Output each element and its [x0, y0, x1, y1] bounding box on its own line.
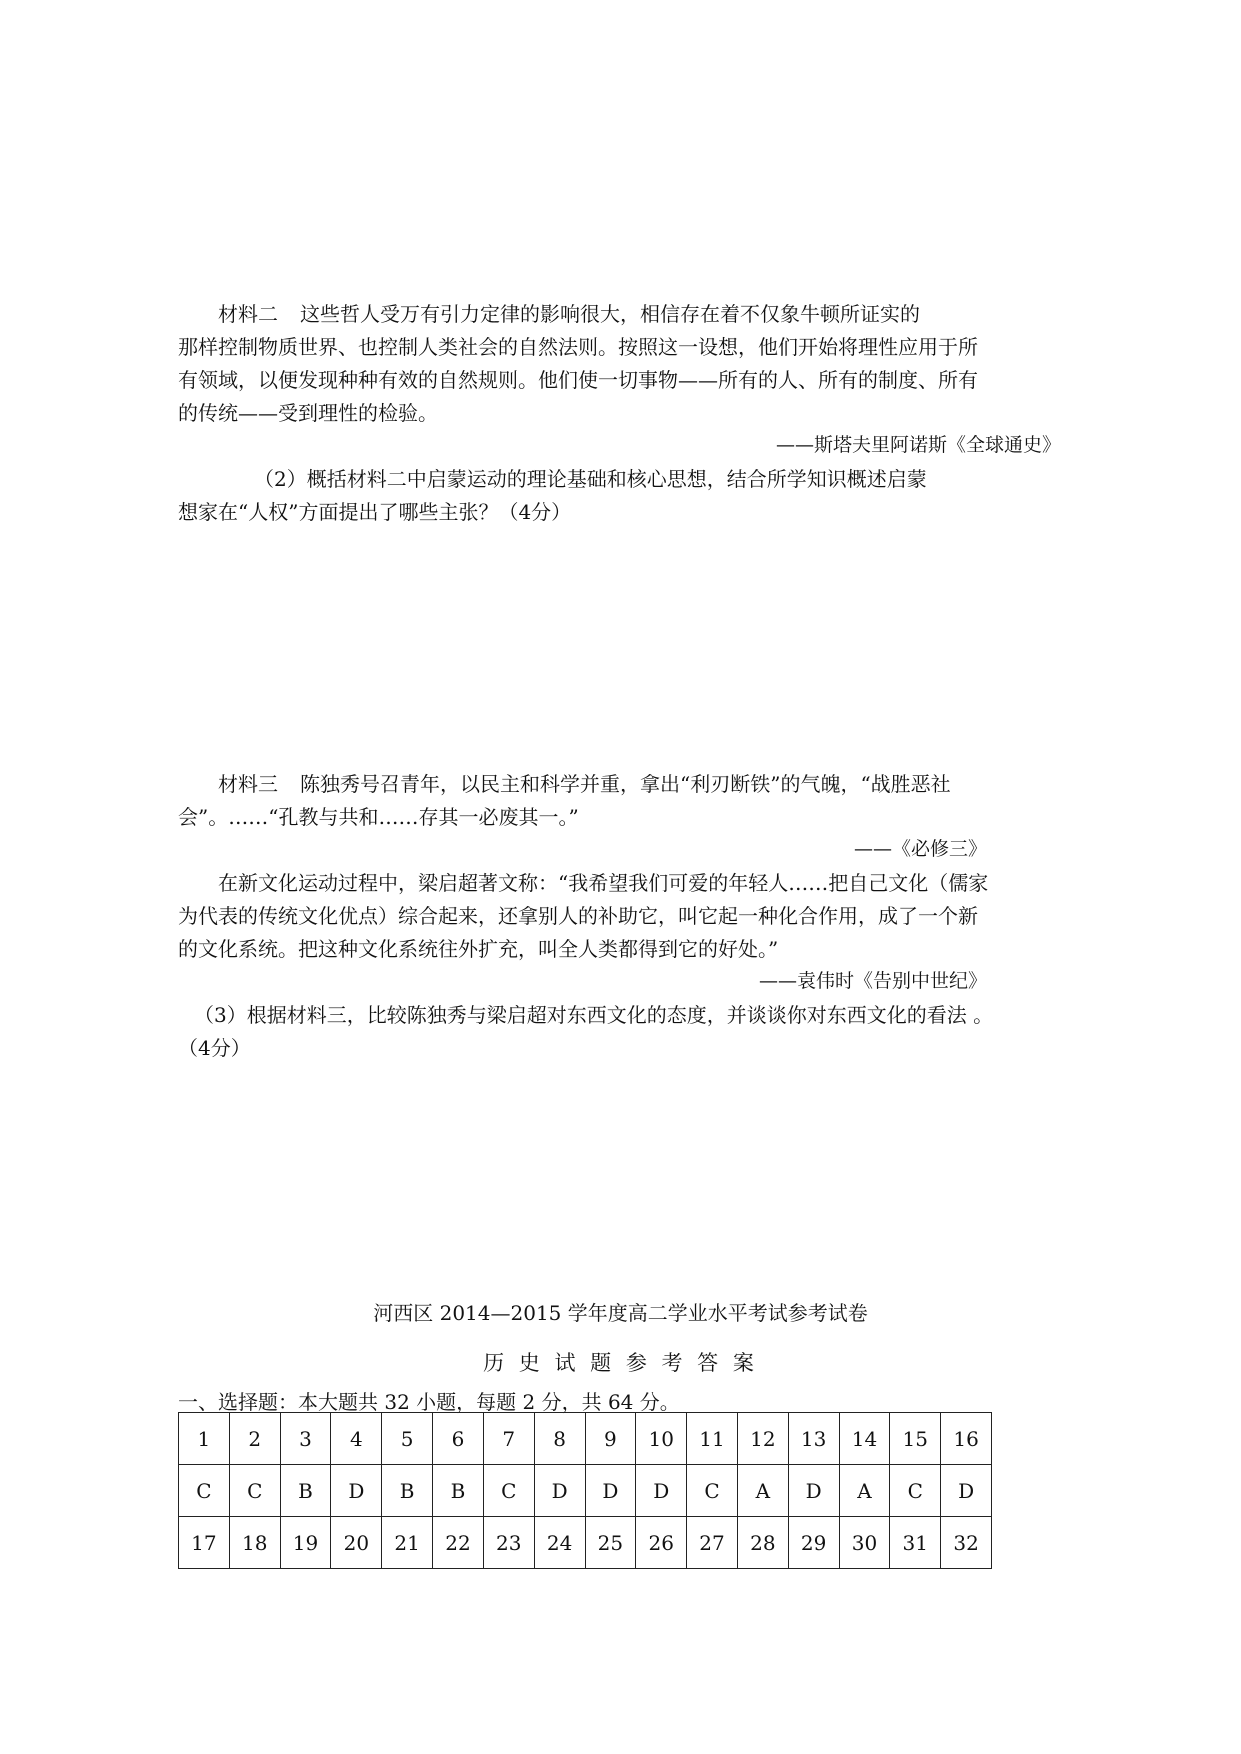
table-cell: C	[687, 1465, 738, 1517]
table-cell: 1	[179, 1413, 230, 1465]
table-cell: 4	[331, 1413, 382, 1465]
table-cell: C	[483, 1465, 534, 1517]
table-cell: 5	[382, 1413, 433, 1465]
table-cell: 20	[331, 1517, 382, 1569]
material2-first-line	[218, 298, 920, 327]
table-cell: 6	[433, 1413, 484, 1465]
table-cell: D	[534, 1465, 585, 1517]
material2-line-2: 那样控制物质世界、也控制人类社会的自然法则。按照这一设想，他们开始将理性应用于所	[178, 335, 978, 359]
material2-line-3: 有领域，以便发现种种有效的自然规则。他们使一切事物——所有的人、所有的制度、所有	[178, 368, 978, 392]
table-cell: C	[229, 1465, 280, 1517]
table-cell: 32	[941, 1517, 992, 1569]
table-cell: B	[382, 1465, 433, 1517]
table-cell: 30	[839, 1517, 890, 1569]
table-cell: 19	[280, 1517, 331, 1569]
material3-source-2: ——袁伟时《告别中世纪》	[758, 970, 987, 992]
material3-para2-line-2: 为代表的传统文化优点）综合起来，还拿别人的补助它，叫它起一种化合作用，成了一个新	[178, 904, 978, 928]
table-cell: 29	[788, 1517, 839, 1569]
question3-line-1: （3）根据材料三，比较陈独秀与梁启超对东西文化的态度，并谈谈你对东西文化的看法 。	[194, 1003, 994, 1027]
table-cell: 24	[534, 1517, 585, 1569]
table-cell: 3	[280, 1413, 331, 1465]
question2-line-2: 想家在“人权”方面提出了哪些主张？（4分）	[178, 500, 572, 524]
table-row-answers-1-16	[179, 1465, 992, 1517]
material3-label: 材料三	[218, 772, 278, 796]
material3-first-line	[218, 768, 951, 797]
table-cell: 18	[229, 1517, 280, 1569]
table-cell: 16	[941, 1413, 992, 1465]
table-cell: 13	[788, 1413, 839, 1465]
table-cell: B	[280, 1465, 331, 1517]
table-cell: 7	[483, 1413, 534, 1465]
material2-line-4: 的传统——受到理性的检验。	[178, 401, 438, 425]
table-row-numbers-17-32	[179, 1517, 992, 1569]
material3-line-2: 会”。……“孔教与共和……存其一必废其一。”	[178, 805, 579, 829]
answer-subtitle: 历 史 试 题 参 考 答 案	[483, 1351, 758, 1375]
table-cell: D	[941, 1465, 992, 1517]
material3-source-1: ——《必修三》	[853, 838, 987, 860]
material3-line-1: 陈独秀号召青年，以民主和科学并重，拿出“利刃断铁”的气魄，“战胜恶社	[300, 772, 951, 796]
table-cell: C	[890, 1465, 941, 1517]
table-cell: 2	[229, 1413, 280, 1465]
question2-line-1: （2）概括材料二中启蒙运动的理论基础和核心思想，结合所学知识概述启蒙	[254, 467, 927, 491]
table-cell: 25	[585, 1517, 636, 1569]
table-cell: 17	[179, 1517, 230, 1569]
table-cell: 23	[483, 1517, 534, 1569]
table-cell: D	[331, 1465, 382, 1517]
table-cell: 10	[636, 1413, 687, 1465]
table-cell: 27	[687, 1517, 738, 1569]
table-cell: A	[839, 1465, 890, 1517]
table-cell: 26	[636, 1517, 687, 1569]
table-cell: 12	[737, 1413, 788, 1465]
table-cell: 14	[839, 1413, 890, 1465]
material3-para2-line-3: 的文化系统。把这种文化系统往外扩充，叫全人类都得到它的好处。”	[178, 937, 779, 961]
table-cell: 9	[585, 1413, 636, 1465]
answer-table	[178, 1412, 992, 1569]
table-cell: 15	[890, 1413, 941, 1465]
table-row-numbers-1-16	[179, 1413, 992, 1465]
material3-para2-line-1: 在新文化运动过程中，梁启超著文称：“我希望我们可爱的年轻人……把自己文化（儒家	[218, 871, 989, 895]
material2-line-1: 这些哲人受万有引力定律的影响很大，相信存在着不仅象牛顿所证实的	[300, 302, 920, 326]
table-cell: C	[179, 1465, 230, 1517]
material2-source: ——斯塔夫里阿诺斯《全球通史》	[775, 434, 1061, 456]
table-cell: 8	[534, 1413, 585, 1465]
section1-heading: 一、选择题：本大题共 32 小题，每题 2 分，共 64 分。	[178, 1390, 680, 1414]
table-cell: A	[737, 1465, 788, 1517]
question3-line-2: （4分）	[178, 1036, 251, 1060]
table-cell: B	[433, 1465, 484, 1517]
table-cell: D	[636, 1465, 687, 1517]
table-cell: 22	[433, 1517, 484, 1569]
table-cell: 31	[890, 1517, 941, 1569]
table-cell: 11	[687, 1413, 738, 1465]
table-cell: D	[788, 1465, 839, 1517]
exam-title: 河西区 2014—2015 学年度高二学业水平考试参考试卷	[373, 1301, 868, 1325]
table-cell: D	[585, 1465, 636, 1517]
table-cell: 28	[737, 1517, 788, 1569]
material2-label: 材料二	[218, 302, 278, 326]
table-cell: 21	[382, 1517, 433, 1569]
